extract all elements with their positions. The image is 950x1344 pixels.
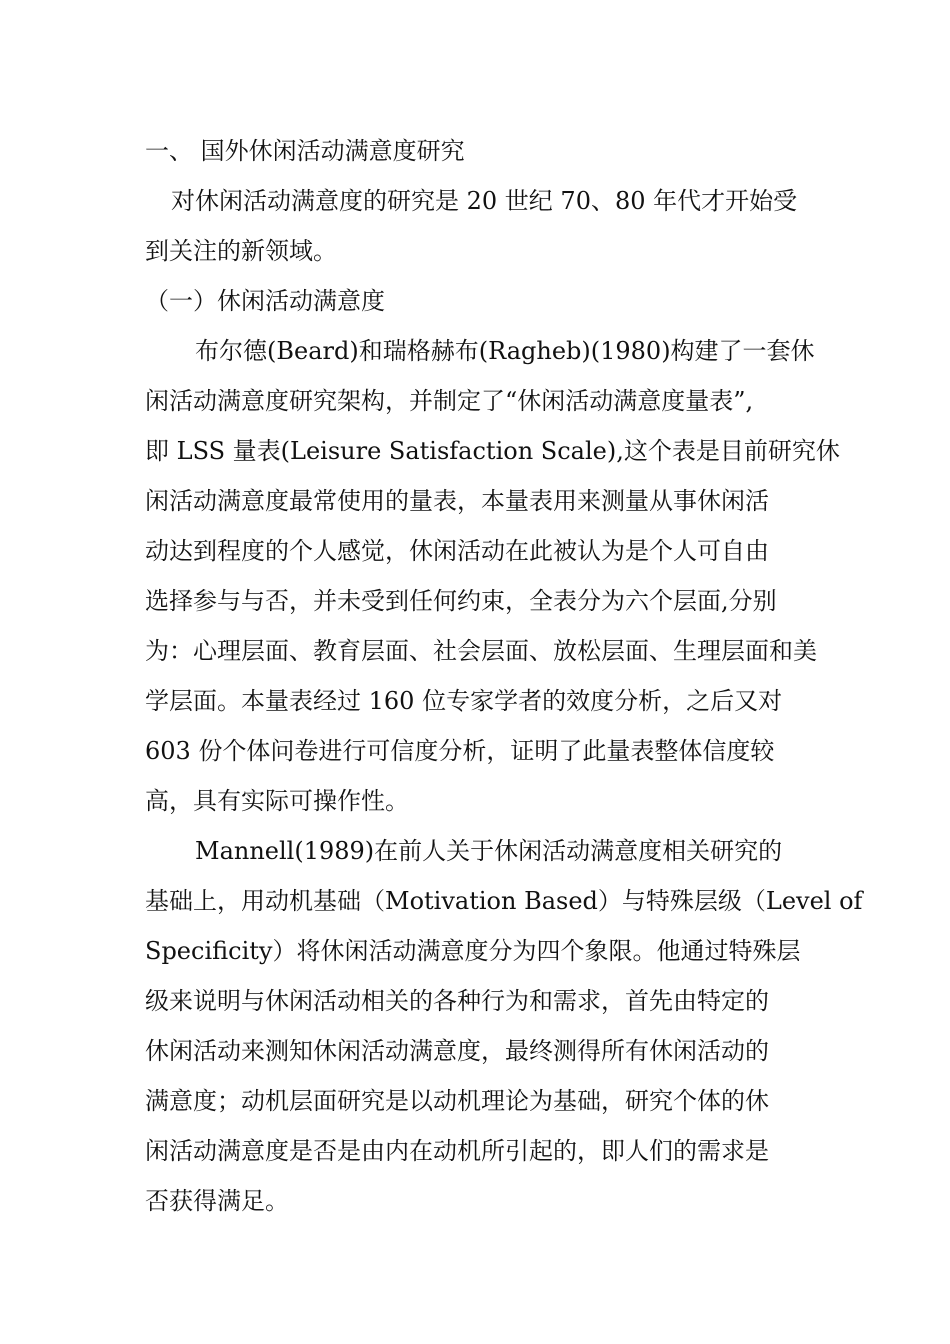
subsection-heading: （一）休闲活动满意度 (145, 287, 385, 315)
paragraph-line: Mannell(1989)在前人关于休闲活动满意度相关研究的 (195, 837, 783, 865)
paragraph-line: 动达到程度的个人感觉，休闲活动在此被认为是个人可自由 (145, 537, 769, 565)
paragraph-line: 603 份个体问卷进行可信度分析，证明了此量表整体信度较 (145, 737, 775, 765)
paragraph-line: 布尔德(Beard)和瑞格赫布(Ragheb)(1980)构建了一套休 (195, 337, 815, 365)
body-paragraph-mannell (145, 826, 863, 1226)
paragraph-line: 休闲活动来测知休闲活动满意度，最终测得所有休闲活动的 (145, 1037, 769, 1065)
paragraph-line: 对休闲活动满意度的研究是 20 世纪 70、80 年代才开始受 (171, 187, 798, 215)
paragraph-line: 为：心理层面、教育层面、社会层面、放松层面、生理层面和美 (145, 637, 817, 665)
intro-paragraph (145, 176, 809, 276)
document-body (145, 126, 863, 1226)
paragraph-line: 选择参与与否，并未受到任何约束，全表分为六个层面,分别 (145, 587, 777, 615)
paragraph-line: 基础上，用动机基础（Motivation Based）与特殊层级（Level of (145, 887, 863, 915)
body-paragraph-lss (145, 326, 840, 826)
section-heading: 一、 国外休闲活动满意度研究 (145, 137, 465, 165)
paragraph-line: 级来说明与休闲活动相关的各种行为和需求，首先由特定的 (145, 987, 769, 1015)
paragraph-line: 闲活动满意度研究架构，并制定了“休闲活动满意度量表”, (145, 387, 754, 415)
paragraph-line: 到关注的新领域。 (145, 237, 337, 265)
paragraph-line: 高，具有实际可操作性。 (145, 787, 409, 815)
paragraph-line: 闲活动满意度是否是由内在动机所引起的，即人们的需求是 (145, 1137, 769, 1165)
paragraph-line: Specificity）将休闲活动满意度分为四个象限。他通过特殊层 (145, 937, 801, 965)
paragraph-line: 闲活动满意度最常使用的量表，本量表用来测量从事休闲活 (145, 487, 769, 515)
paragraph-line: 满意度；动机层面研究是以动机理论为基础，研究个体的休 (145, 1087, 769, 1115)
paragraph-line: 学层面。本量表经过 160 位专家学者的效度分析，之后又对 (145, 687, 783, 715)
paragraph-line: 即 LSS 量表(Leisure Satisfaction Scale),这个表是目前研究休 (145, 437, 840, 465)
paragraph-line: 否获得满足。 (145, 1187, 289, 1215)
